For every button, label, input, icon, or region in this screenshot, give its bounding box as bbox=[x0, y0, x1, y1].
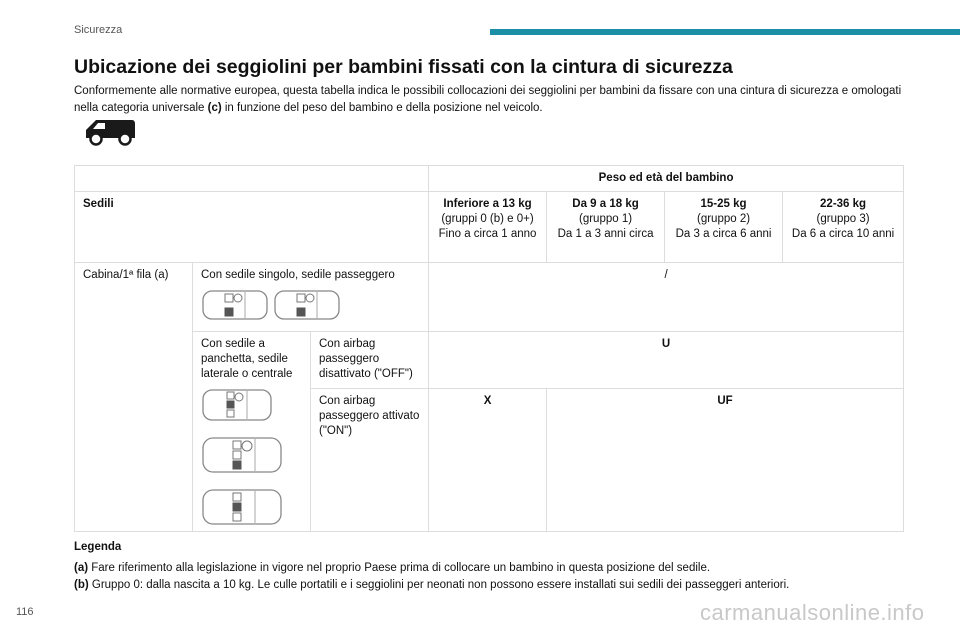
weight-col-4 bbox=[783, 192, 904, 263]
bench-seat-cell bbox=[193, 332, 311, 532]
legend-text: Fare riferimento alla legislazione in vigore nel proprio Paese prima di collocare un bambino in questa posizione del sedile. bbox=[91, 562, 711, 574]
weight-detail: (gruppo 2) bbox=[697, 213, 751, 225]
single-seat-cell bbox=[193, 263, 429, 332]
weight-col-3 bbox=[665, 192, 783, 263]
seat-diagram-icon bbox=[201, 488, 283, 526]
intro-text-before: Conformemente alle normative europea, questa tabella indica le possibili collocazioni dei seggiolini per bambini da fissare con una cintura di sicurezza e omologati nella categoria universale bbox=[74, 85, 902, 114]
weight-detail: Da 3 a circa 6 anni bbox=[675, 228, 772, 240]
weight-detail: Da 6 a circa 10 anni bbox=[791, 228, 895, 240]
single-seat-value: / bbox=[429, 263, 904, 332]
single-seat-label: Con sedile singolo, sedile passeggero bbox=[201, 269, 395, 281]
airbag-off-label: Con airbag passeggero disattivato ("OFF") bbox=[311, 332, 429, 389]
intro-paragraph bbox=[74, 83, 904, 117]
intro-text-after: in funzione del peso del bambino e della posizione nel veicolo. bbox=[221, 102, 543, 114]
seat-diagram-icon bbox=[201, 388, 273, 422]
weight-detail: (gruppi 0 (b) e 0+) bbox=[441, 213, 534, 225]
seats-header: Sedili bbox=[75, 192, 429, 263]
header-empty-cell bbox=[75, 166, 429, 192]
legend-key: (a) bbox=[74, 562, 89, 574]
weight-detail: Da 1 a 3 anni circa bbox=[557, 228, 654, 240]
weight-range: 22-36 kg bbox=[820, 198, 867, 210]
weight-col-1 bbox=[429, 192, 547, 263]
legend-text: Gruppo 0: dalla nascita a 10 kg. Le culle portatili e i seggiolini per neonati non possono essere installati sui sedili dei passeggeri anteriori. bbox=[91, 579, 790, 591]
seat-diagram-icon bbox=[273, 289, 341, 321]
weight-detail: (gruppo 3) bbox=[816, 213, 870, 225]
airbag-off-value: U bbox=[429, 332, 904, 389]
weight-range: Da 9 a 18 kg bbox=[572, 198, 639, 210]
legend-key: (b) bbox=[74, 579, 89, 591]
legend-item bbox=[74, 560, 934, 577]
intro-ref: (c) bbox=[207, 102, 222, 114]
legend bbox=[74, 560, 934, 594]
airbag-on-value-first: X bbox=[429, 388, 547, 531]
weight-col-2 bbox=[547, 192, 665, 263]
weight-detail: Fino a circa 1 anno bbox=[438, 228, 537, 240]
weight-range: Inferiore a 13 kg bbox=[443, 198, 532, 210]
group-header: Peso ed età del bambino bbox=[429, 166, 904, 192]
seat-diagram-icon bbox=[201, 289, 269, 321]
seat-diagram-icon bbox=[201, 436, 283, 474]
airbag-on-label: Con airbag passeggero attivato ("ON") bbox=[311, 388, 429, 531]
legend-title: Legenda bbox=[74, 541, 122, 553]
row-label-cabin: Cabina/1ª fila (a) bbox=[75, 263, 193, 532]
legend-item bbox=[74, 577, 934, 594]
page-title: Ubicazione dei seggiolini per bambini fissati con la cintura di sicurezza bbox=[74, 56, 733, 78]
van-icon bbox=[82, 116, 138, 146]
child-seat-table bbox=[74, 165, 904, 532]
header-accent-bar bbox=[490, 29, 960, 35]
airbag-on-value-rest: UF bbox=[547, 388, 904, 531]
section-label: Sicurezza bbox=[74, 24, 123, 36]
watermark: carmanualsonline.info bbox=[700, 600, 925, 625]
weight-detail: (gruppo 1) bbox=[579, 213, 633, 225]
bench-seat-label: Con sedile a panchetta, sedile laterale o centrale bbox=[201, 338, 293, 380]
weight-range: 15-25 kg bbox=[700, 198, 747, 210]
page-number: 116 bbox=[16, 606, 34, 618]
